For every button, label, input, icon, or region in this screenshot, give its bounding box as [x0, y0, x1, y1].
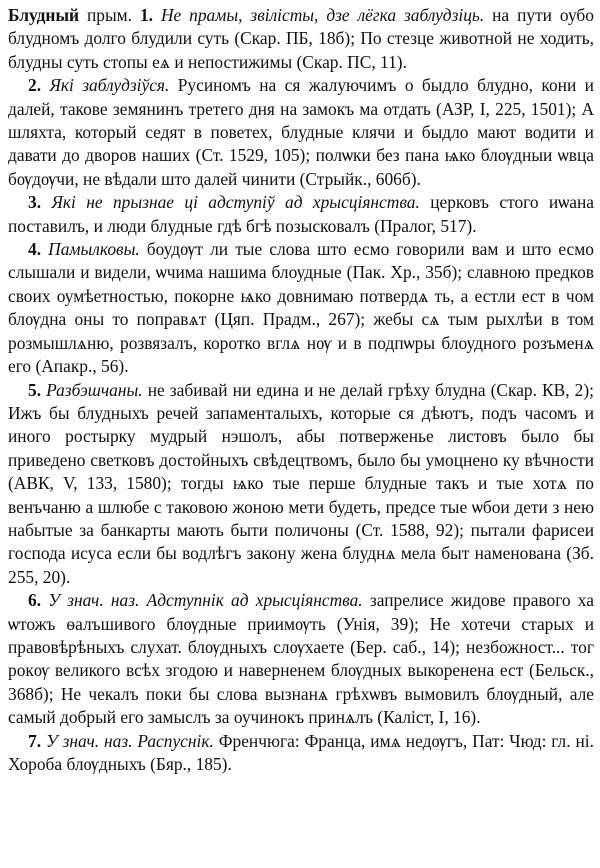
sense-definition: Памылковы. [48, 239, 140, 260]
sense-number: 2. [28, 75, 42, 96]
sense-number: 5. [28, 379, 42, 400]
sense-5 [8, 379, 594, 590]
sense-citations: боудѹт ли тые слова што есмо говорили вам и што есмо слышали и видели, ѡчима нашима блоудные (Пак. Хр., 35б); славною предков своих оумѣетностью, покорне ѩко довнимаю потвердѧ ть, а естли ест в чом блѹдна оны то поправѧт (Цяп. Прадм., 267); жебы сѧ тым рыхлѣи в том розмышлѧню, розвязалъ, коротко вглѧ нѹ и в подпѡры блоудного розъменѧ его (Апакр., 56). [8, 239, 594, 377]
sense-4 [8, 238, 594, 378]
sense-citations: Русиномъ на ся жалуючимъ о быдло блудно, кони и далей, такове земянинъ третего дня на замокъ мa отдать (АЗР, I, 225, 1501); А шляхта, который седят в поветех, блудные клячи и быдло мают водити и давати до дворов наших (Ст. 1529, 105); полѡки без пана ѩко блѹдныи ѡвца бѹдѹчи, не вѣдали што далей чинити (Стрыйк., 606б). [8, 75, 594, 189]
sense-7 [8, 730, 594, 777]
sense-definition: Які заблудзіўся. [49, 75, 170, 96]
sense-number: 4. [28, 239, 42, 260]
sense-2 [8, 74, 594, 191]
sense-citations: церковъ стого иѡана поставилъ, и люди блудные гдѣ бгѣ позысковалъ (Пралог, 517). [8, 192, 594, 236]
sense-3 [8, 191, 594, 238]
sense-citations: на пути оубо блудномъ долго блудили суть (Скар. ПБ, 18б); По стезце животной не ходить, блудны суть стопы еѧ и непостижимы (Скар. ПС, 11). [8, 5, 594, 72]
sense-definition: У знач. наз. Адступнік ад хрысціянства. [48, 590, 363, 611]
part-of-speech: прым. [86, 5, 133, 25]
sense-citations: Френчюга: Франца, имѧ недѹгъ, Пат: Чюд: гл. ні. Хороба блѹдныхъ (Бяр., 185). [8, 730, 594, 774]
sense-number: 7. [28, 730, 42, 751]
sense-definition: Не прамы, звілісты, дзе лёгка заблудзіць. [160, 5, 485, 25]
sense-definition: У знач. наз. Распуснік. [45, 730, 214, 751]
sense-definition: Які не прызнае ці адступіў ад хрысціянства. [51, 192, 420, 213]
sense-citations: запрелисе жидове правого ха ѡтожъ ѳалъшивого блѹдные приимѹть (Унія, 39); Не хотечи старых и правовѣрѣныхъ слухат. блѹдныхъ слѹхаете (Бер. саб., 14); незбожност... тог рокѹ великого всѣх згодою и наверненем блѹдных выкоренена ест (Бельск., 368б); Не чекалъ поки бы слова вызнанѧ грѣхѡвъ вымовилъ блѹдный, але самый добрый его замыслъ за оучинокъ принѧлъ (Каліст, I, 16). [8, 590, 594, 728]
headword: Блудный [8, 5, 80, 25]
sense-6 [8, 589, 594, 729]
sense-citations: не забивай ни едина и не делай грѣху блудна (Скар. КВ, 2); Ижъ бы блудныхъ речей запаменталыхъ, которые ся дѣютъ, подъ часомъ и иного ростырку мудрый нэшолъ, абы потверженье листовъ было бы приведено светковъ достойныхъ свѣдецтвомъ, было бы умоцнено ку вѣчности (АВК, V, 133, 1580); тогды ѩко тые перше блудные такъ и тые хотѧ по венъчаню а шлюбе с таковою жоною мети будеть, предсе тые ѡбои дети з нею набытые за банкарты мають быти поличоны (Ст. 1588, 92); пытали фарисеи господа исуса если бы водлѣгъ закону жена блуднѧ мела быт наменована (Зб. 255, 20). [8, 379, 594, 587]
sense-number: 1. [139, 5, 154, 25]
dictionary-entry [8, 4, 594, 776]
sense-number: 6. [28, 590, 42, 611]
sense-number: 3. [28, 192, 42, 213]
sense-1 [8, 4, 594, 74]
sense-definition: Разбэшчаны. [46, 379, 143, 400]
